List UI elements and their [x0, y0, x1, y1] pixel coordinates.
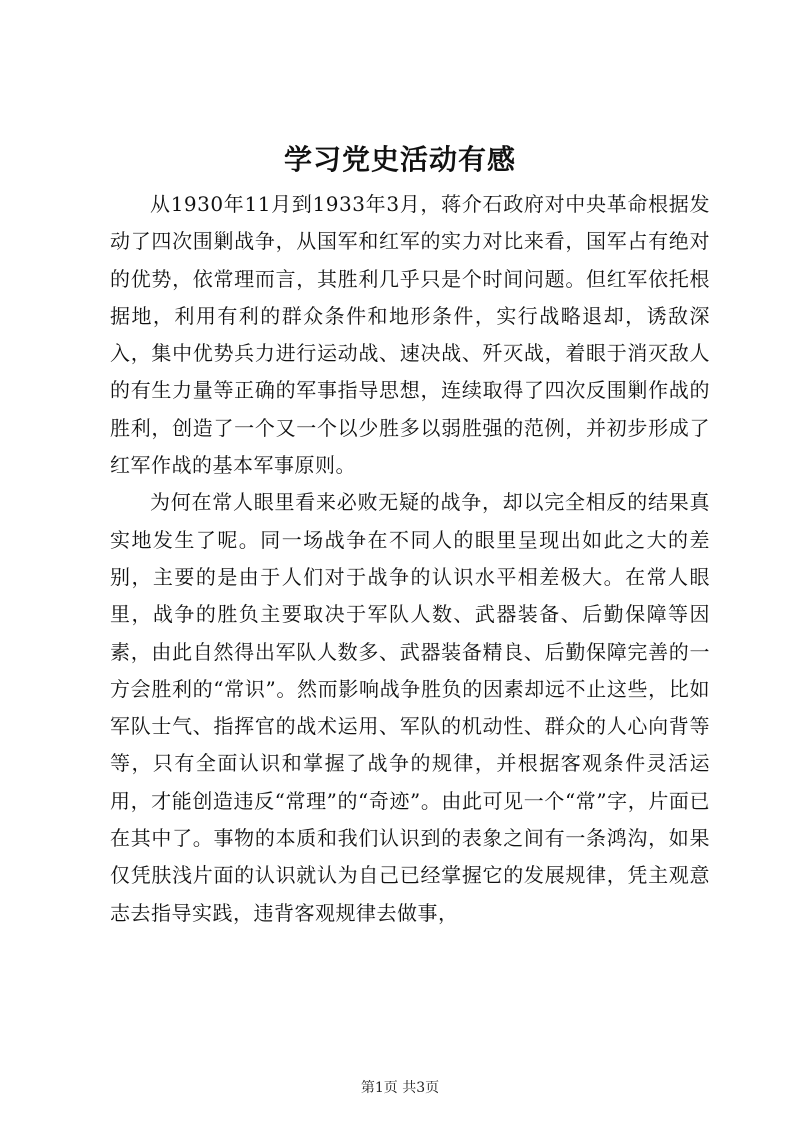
page-number-footer: 第1页 共3页 — [360, 1080, 440, 1096]
document-title: 学习党史活动有感 — [283, 143, 516, 176]
paragraph-1: 从1930年11月到1933年3月，蒋介石政府对中央革命根据发动了四次围剿战争，从国军和红军的实力对比来看，国军占有绝对的优势，依常理而言，其胜利几乎只是个时间问题。但红军依托根据地，利用有利的群众条件和地形条件，实行战略退却，诱敌深入，集中优势兵力进行运动战、速决战、歼灭战，着眼于消灭敌人的有生力量等正确的军事指导思想，连续取得了四次反围剿作战的胜利，创造了一个又一个以少胜多以弱胜强的范例，并初步形成了红军作战的基本军事原则。 — [110, 192, 710, 478]
document-body — [110, 186, 710, 932]
paragraph-2: 为何在常人眼里看来必败无疑的战争，却以完全相反的结果真实地发生了呢。同一场战争在不同人的眼里呈现出如此之大的差别，主要的是由于人们对于战争的认识水平相差极大。在常人眼里，战争的胜负主要取决于军队人数、武器装备、后勤保障等因素，由此自然得出军队人数多、武器装备精良、后勤保障完善的一方会胜利的“常识”。然而影响战争胜负的因素却远不止这些，比如军队士气、指挥官的战术运用、军队的机动性、群众的人心向背等等，只有全面认识和掌握了战争的规律，并根据客观条件灵活运用，才能创造违反“常理”的“奇迹”。由此可见一个“常”字，片面已在其中了。事物的本质和我们认识到的表象之间有一条鸿沟，如果仅凭肤浅片面的认识就认为自己已经掌握它的发展规律，凭主观意志去指导实践，违背客观规律去做事， — [110, 490, 710, 925]
